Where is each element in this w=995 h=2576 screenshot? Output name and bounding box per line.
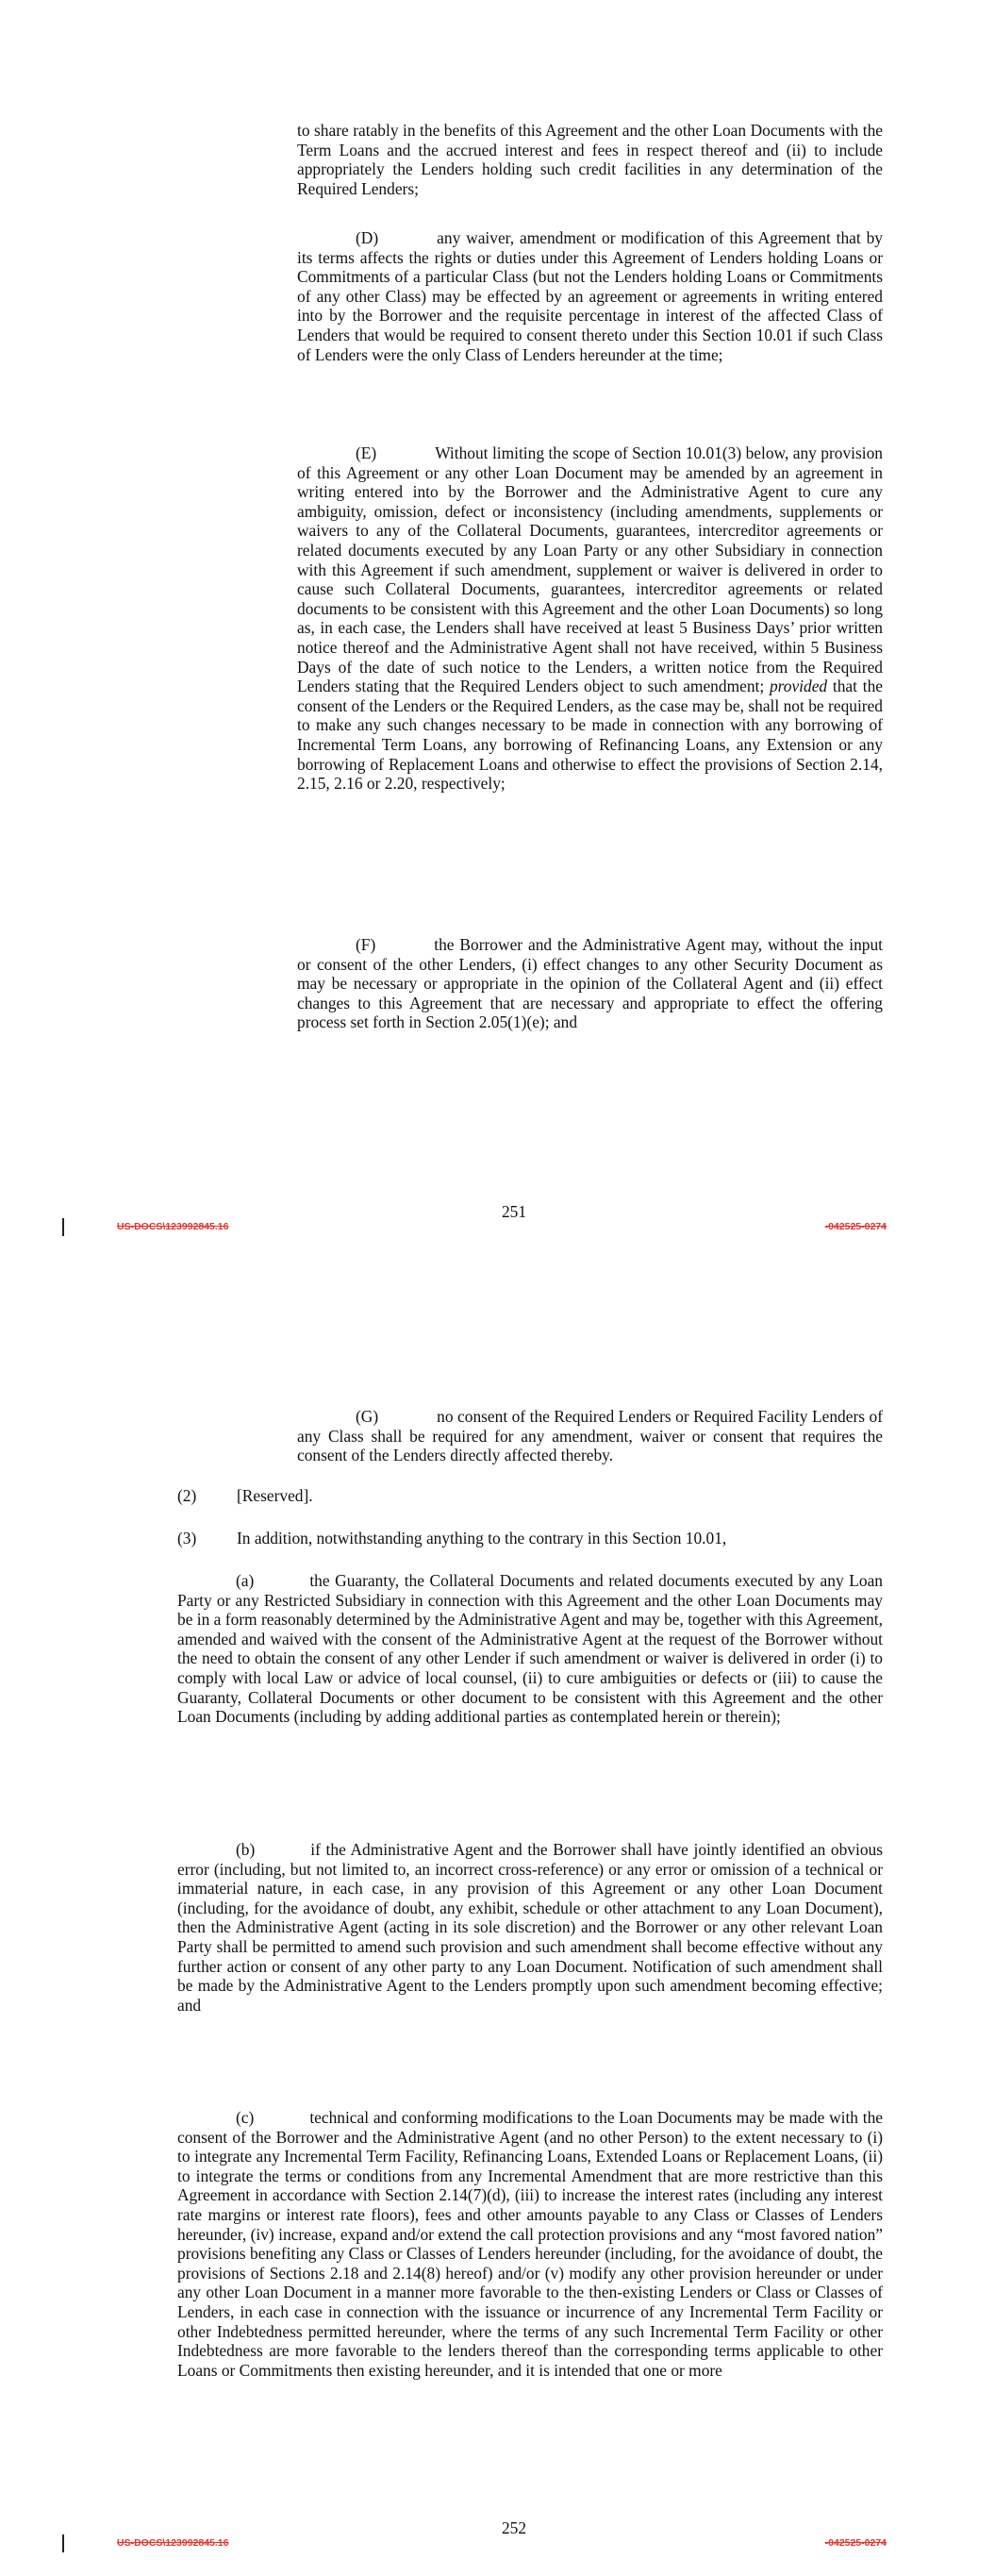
section-2-number: (2): [177, 1486, 197, 1505]
section-3-heading: [177, 1529, 726, 1548]
paragraph-g-text: no consent of the Required Lenders or Required Facility Lenders of any Class shall be required for any amendment, waiver or consent that requires the consent of the Lenders directly affected thereby.: [297, 1407, 883, 1465]
paragraph-e-text-1: Without limiting the scope of Section 10.01(3) below, any provision of this Agreement or any other Loan Document may be amended by an agreement in writing entered into by the Borrower and the Administrative Agent to cure any ambiguity, omission, defect or inconsistency (including amendments, supplements or waivers to any of the Collateral Documents, guarantees, intercreditor agreements or related documents executed by any Loan Party or any other Subsidiary in connection with this Agreement if such amendment, supplement or waiver is delivered in order to cause such Collateral Documents, guarantees, intercreditor agreements or related documents to be consistent with this Agreement and the other Loan Documents) so long as, in each case, the Lenders shall have received at least 5 Business Days’ prior written notice thereof and the Administrative Agent shall not have received, within 5 Business Days of the date of such notice to the Lenders, a written notice from the Required Lenders stating that the Required Lenders object to such amendment;: [297, 443, 883, 696]
paragraph-e: [297, 443, 883, 794]
footer-doc-number: -042525-0274: [824, 1221, 887, 1232]
change-bar: [62, 1218, 64, 1236]
footer-doc-id: US-DOCS\123992845.16: [117, 1221, 229, 1232]
section-2-heading: [177, 1486, 313, 1506]
footer-doc-id: US-DOCS\123992845.16: [117, 2537, 229, 2549]
paragraph-b-label: (b): [236, 1840, 256, 1859]
paragraph-d-text: any waiver, amendment or modification of this Agreement that by its terms affects the rights or duties under this Agreement of Lenders holding Loans or Commitments of a particular Class (but not the Lenders holding Loans or Commitments of any other Class) may be effected by an agreement or agreements in writing entered into by the Borrower and the requisite percentage in interest of the affected Class of Lenders that would be required to consent thereto under this Section 10.01 if such Class of Lenders were the only Class of Lenders hereunder at the time;: [297, 228, 883, 364]
document-page-251: [0, 0, 995, 1255]
paragraph-f: [297, 935, 883, 1032]
section-3-number: (3): [177, 1529, 197, 1547]
paragraph-c: [177, 2108, 883, 2380]
paragraph-a-text: the Guaranty, the Collateral Documents and related documents executed by any Loan Party or any Restricted Subsidiary in connection with this Agreement and the other Loan Documents may be in a form reasonably determined by the Administrative Agent and may be, together with this Agreement, amended and waived with the consent of the Administrative Agent at the request of the Borrower without the need to obtain the consent of any other Lender if such amendment or waiver is delivered in order (i) to comply with local Law or advice of local counsel, (ii) to cure ambiguities or defects or (iii) to cause the Guaranty, Collateral Documents or other document to be consistent with this Agreement and the other Loan Documents (including by adding additional parties as contemplated herein or therein);: [177, 1571, 883, 1727]
page-number: 251: [501, 1202, 527, 1221]
paragraph-g: [297, 1407, 883, 1465]
paragraph-f-text: the Borrower and the Administrative Agent may, without the input or consent of the other Lenders, (i) effect changes to any other Security Document as may be necessary or appropriate in the opinion of the Collateral Agent and (ii) effect changes to this Agreement that are necessary and appropriate to effect the offering process set forth in Section 2.05(1)(e); and: [297, 935, 883, 1032]
paragraph-d: [297, 228, 883, 364]
paragraph-d-label: (D): [356, 228, 379, 247]
section-2-text: [Reserved].: [237, 1486, 313, 1505]
paragraph-c-label: (c): [236, 2108, 255, 2127]
paragraph-continuation-text: to share ratably in the benefits of this Agreement and the other Loan Documents with the Term Loans and the accrued interest and fees in respect thereof and (ii) to include appropriately the Lenders holding such credit facilities in any determination of the Required Lenders;: [297, 121, 883, 198]
section-3-text: In addition, notwithstanding anything to the contrary in this Section 10.01,: [237, 1529, 727, 1547]
paragraph-g-label: (G): [356, 1407, 379, 1426]
page-number: 252: [501, 2518, 527, 2537]
paragraph-a-label: (a): [236, 1571, 255, 1590]
paragraph-f-label: (F): [356, 935, 376, 954]
paragraph-c-text: technical and conforming modifications to the Loan Documents may be made with the consent of the Borrower and the Administrative Agent (and no other Person) to the extent necessary to (i) to integrate any Incremental Term Facility, Refinancing Loans, Extended Loans or Replacement Loans, (ii) to integrate the terms or conditions from any Incremental Amendment that are more restrictive than this Agreement in accordance with Section 2.14(7)(d), (iii) to increase the interest rates (including any interest rate margins or interest rate floors), fees and other amounts payable to any Class or Classes of Lenders hereunder, (iv) increase, expand and/or extend the call protection provisions and any “most favored nation” provisions benefiting any Class or Classes of Lenders hereunder (including, for the avoidance of doubt, the provisions of Sections 2.18 and 2.14(8) hereof) and/or (v) modify any other provision hereunder or under any other Loan Document in a manner more favorable to the then-existing Lenders or Class or Classes of Lenders, in each case in connection with the issuance or incurrence of any Incremental Term Facility or other Indebtedness permitted hereunder, where the terms of any such Incremental Term Facility or other Indebtedness are more favorable to the lenders thereof than the corresponding terms applicable to other Loans or Commitments then existing hereunder, and it is intended that one or more: [177, 2108, 883, 2380]
change-bar: [62, 2534, 64, 2552]
document-page-252: [0, 1321, 995, 2576]
paragraph-e-provided: provided: [769, 677, 828, 696]
paragraph-b: [177, 1840, 883, 2015]
paragraph-a: [177, 1571, 883, 1727]
paragraph-b-text: if the Administrative Agent and the Borrower shall have jointly identified an obvious error (including, but not limited to, an incorrect cross-reference) or any error or omission of a technical or immaterial nature, in each case, in any provision of this Agreement or any other Loan Document (including, for the avoidance of doubt, any exhibit, schedule or other attachment to any Loan Document), then the Administrative Agent (acting in its sole discretion) and the Borrower or any other relevant Loan Party shall be permitted to amend such provision and such amendment shall become effective without any further action or consent of any other party to any Loan Document. Notification of such amendment shall be made by the Administrative Agent to the Lenders promptly upon such amendment becoming effective; and: [177, 1840, 883, 2015]
footer-doc-number: -042525-0274: [824, 2537, 887, 2549]
paragraph-e-label: (E): [356, 443, 377, 462]
paragraph-e-text-2: that the consent of the Lenders or the Required Lenders, as the case may be, shall not be required to make any such changes necessary to be made in connection with any borrowing of Incremental Term Loans, any borrowing of Refinancing Loans, any Extension or any borrowing of Replacement Loans and otherwise to effect the provisions of Section 2.14, 2.15, 2.16 or 2.20, respectively;: [297, 677, 883, 794]
page-gap: [0, 1255, 995, 1321]
paragraph-continuation: [297, 121, 883, 198]
